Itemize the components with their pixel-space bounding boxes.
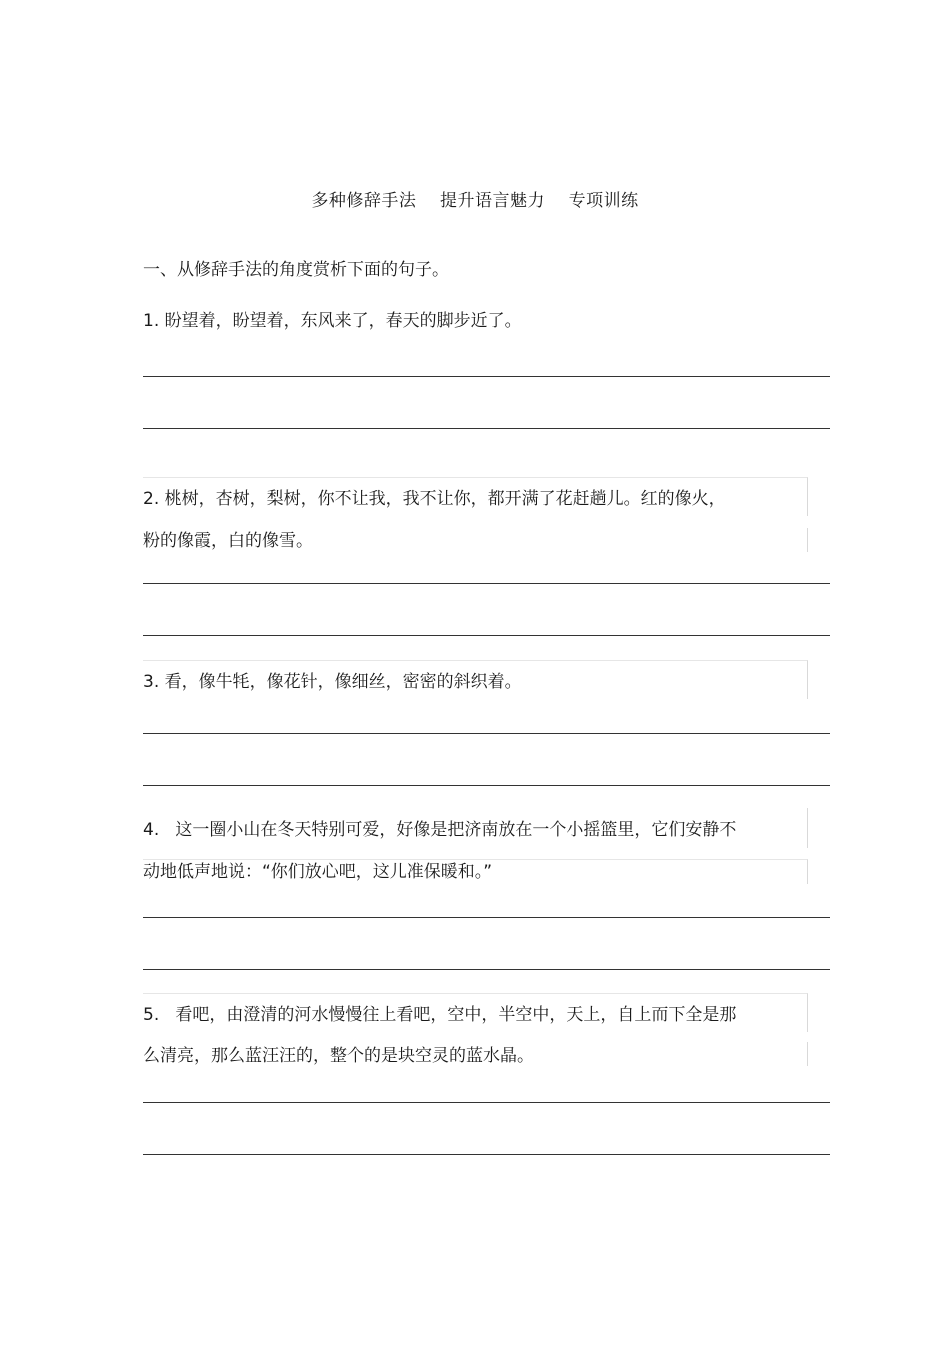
question-2-text-continued: 粉的像霞，白的像雪。: [143, 531, 313, 551]
answer-line[interactable]: [143, 376, 830, 377]
question-2-text: 2. 桃树，杏树，梨树，你不让我，我不让你，都开满了花赶趟儿。红的像火，: [143, 489, 726, 509]
answer-line[interactable]: [143, 1154, 830, 1155]
answer-line[interactable]: [143, 785, 830, 786]
answer-line[interactable]: [143, 733, 830, 734]
question-5-text: 5. 看吧，由澄清的河水慢慢往上看吧，空中，半空中，天上，自上而下全是那: [143, 1005, 737, 1025]
answer-line[interactable]: [143, 583, 830, 584]
answer-line[interactable]: [143, 1102, 830, 1103]
section-heading: 一、从修辞手法的角度赏析下面的句子。: [143, 260, 449, 280]
answer-line[interactable]: [143, 969, 830, 970]
answer-line[interactable]: [143, 428, 830, 429]
page-title: 多种修辞手法 提升语言魅力 专项训练: [311, 191, 639, 211]
question-3-text: 3. 看，像牛牦，像花针，像细丝，密密的斜织着。: [143, 672, 522, 692]
answer-line[interactable]: [143, 635, 830, 636]
question-1-text: 1. 盼望着，盼望着，东风来了，春天的脚步近了。: [143, 311, 522, 331]
answer-line[interactable]: [143, 917, 830, 918]
question-4-text-continued: 动地低声地说：“你们放心吧，这儿准保暖和。”: [143, 862, 493, 882]
question-4-text: 4. 这一圈小山在冬天特别可爱，好像是把济南放在一个小摇篮里，它们安静不: [143, 820, 737, 840]
question-5-text-continued: 么清亮，那么蓝汪汪的，整个的是块空灵的蓝水晶。: [143, 1046, 534, 1066]
